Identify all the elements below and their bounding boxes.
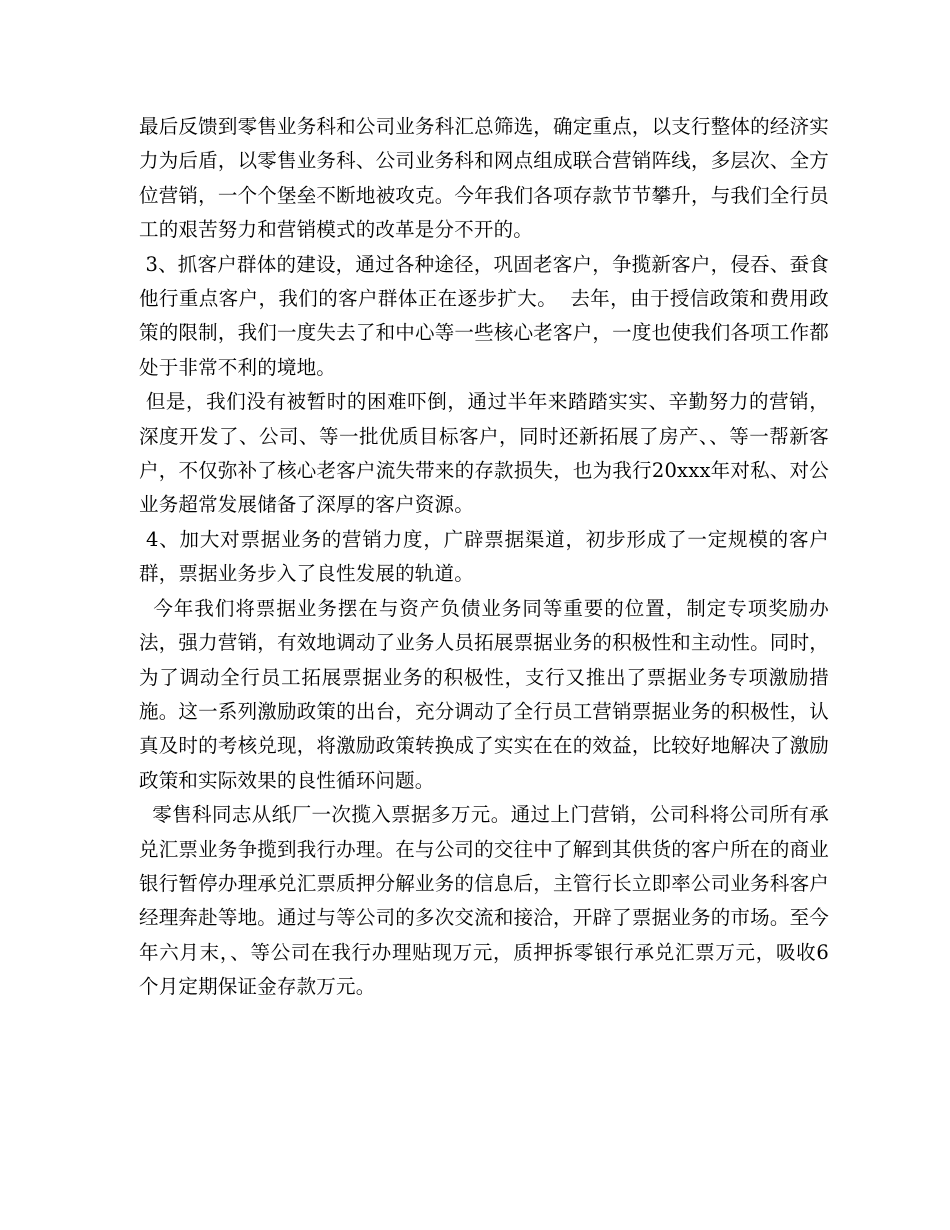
- paragraph-4: 4、加大对票据业务的营销力度，广辟票据渠道，初步形成了一定规模的客户群，票据业务步入了良性发展的轨道。: [139, 527, 829, 586]
- paragraph-5: 今年我们将票据业务摆在与资产负债业务同等重要的位置，制定专项奖励办法，强力营销，有效地调动了业务人员拓展票据业务的积极性和主动性。同时，为了调动全行员工拓展票据业务的积极性，支行又推出了票据业务专项激励措施。这一系列激励政策的出台，充分调动了全行员工营销票据业务的积极性，认真及时的考核兑现，将激励政策转换成了实实在在的效益，比较好地解决了激励政策和实际效果的良性循环问题。: [139, 596, 829, 792]
- paragraph-6: 零售科同志从纸厂一次揽入票据多万元。通过上门营销，公司科将公司所有承兑汇票业务争揽到我行办理。在与公司的交往中了解到其供货的客户所在的商业银行暂停办理承兑汇票质押分解业务的信息后，主管行长立即率公司业务科客户经理奔赴等地。通过与等公司的多次交流和接洽，开辟了票据业务的市场。至今年六月末，、等公司在我行办理贴现万元，质押拆零银行承兑汇票万元，吸收6个月定期保证金存款万元。: [139, 803, 829, 999]
- document-body: [139, 110, 829, 1005]
- paragraph-1: 最后反馈到零售业务科和公司业务科汇总筛选，确定重点，以支行整体的经济实力为后盾，以零售业务科、公司业务科和网点组成联合营销阵线，多层次、全方位营销，一个个堡垒不断地被攻克。今年我们各项存款节节攀升，与我们全行员工的艰苦努力和营销模式的改革是分不开的。: [139, 115, 829, 242]
- paragraph-2: 3、抓客户群体的建设，通过各种途径，巩固老客户，争揽新客户，侵吞、蚕食他行重点客户，我们的客户群体正在逐步扩大。 去年，由于授信政策和费用政策的限制，我们一度失去了和中心等一些核心老客户，一度也使我们各项工作都处于非常不利的境地。: [139, 252, 829, 379]
- paragraph-3: 但是，我们没有被暂时的困难吓倒，通过半年来踏踏实实、辛勤努力的营销，深度开发了、公司、等一批优质目标客户，同时还新拓展了房产、、等一帮新客户，不仅弥补了核心老客户流失带来的存款损失，也为我行20xxx年对私、对公业务超常发展储备了深厚的客户资源。: [139, 390, 829, 517]
